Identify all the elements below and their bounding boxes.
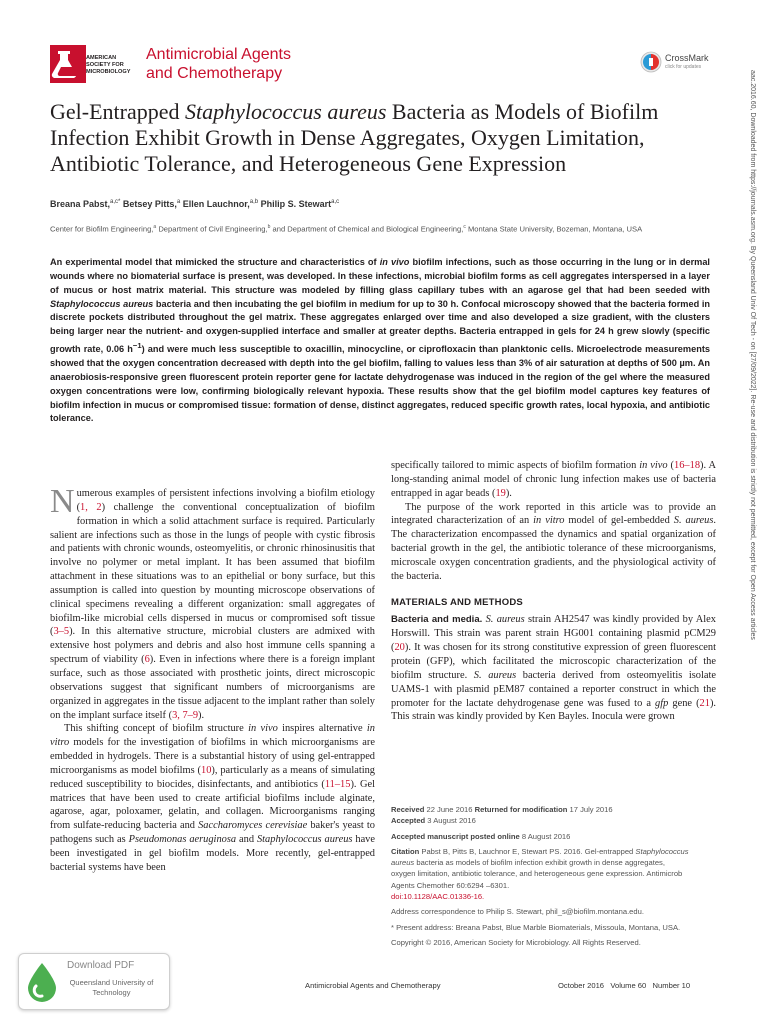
text: This shifting concept of biofilm structure [64,723,249,735]
italic-text: in vivo [639,460,668,471]
text: specifically tailored to mimic aspects of biofilm formation [391,460,640,471]
italic-text: in vitro [50,723,376,749]
italic-text: gfp [655,697,669,709]
droplet-download-icon [25,962,59,1002]
crossmark-badge[interactable] [640,51,720,75]
intro-paragraph-3 [391,459,716,501]
society-line-1: AMERICAN [86,55,117,61]
abstract-text: bacteria and then incubating the gel biofilm in medium for up to 30 h. Confocal microscopy showed that the bacteria formed in discrete pockets distributed throughout the gel matrix. These aggregates enlarged over time and also developed a size gradient, with the clusters being larger near the nutrient- and oxygen-supplied interface and smaller at greater depths. Bacteria entrapped in gels for 24 h grew slowly (specific growth rate, 0.06 h [50,298,711,355]
affil-c: and Department of Chemical and Biological Engineering, [270,224,464,234]
reference-link[interactable]: 19 [495,487,506,499]
author-list [50,199,339,209]
text: and [236,834,257,846]
reference-link[interactable]: 3, 7–9 [172,709,199,721]
title-part1: Gel-Entrapped [50,99,185,124]
author-name: Breana Pabst, [50,199,111,209]
footer-journal: Antimicrobial Agents and Chemotherapy [305,981,441,990]
body-column-left [50,483,376,875]
text: inspires alternative [277,723,367,735]
online-date [391,831,691,842]
italic-text: S. aureus [673,515,714,527]
affil-b: Department of Civil Engineering, [156,224,268,234]
text: The purpose of the work reported in this article was to provide an integrated characterization of an [391,501,716,527]
intro-paragraph-2 [50,722,375,874]
article-info-box [391,804,691,952]
reference-link[interactable]: 1, 2 [80,501,102,513]
italic-text: in vitro [533,515,565,527]
text: ). Even in infections where there is a foreign implant surface, such as those associated with prosthetic joints, direct microscopic observations suggest that significant numbers of microorganisms are organized in aggregates in the tissue adjacent to the implant rather than solely on the implant surface itself ( [50,654,375,721]
author-sup: a [176,199,181,205]
society-line-2: SOCIETY FOR [86,62,124,68]
doi-link[interactable]: doi:10.1128/AAC.01336-16. [391,892,485,902]
value: bacteria as models of biofilm infection exhibit growth in dense aggregates, oxygen limitation, antibiotic tolerance, and heterogeneous gene expression. Antimicrob Agents Chemother 60:6294 –6301. [391,858,683,890]
text: ). It was chosen for its strong constitutive expression of green fluorescent protein (GFP), which facilitated the microscopic characterization of the biofilm structure. [391,642,716,681]
reference-link[interactable]: 16–18 [674,460,701,471]
text: umerous examples of persistent infections involving a biofilm etiology ( [76,488,375,513]
value: 17 July 2016 [567,805,613,814]
footer-issue: October 2016 Volume 60 Number 10 [558,981,691,990]
society-line-3: MICROBIOLOGY [86,69,131,75]
journal-name-line2: and Chemotherapy [146,65,283,82]
italic-text: Staphylococcus aureus [256,834,353,846]
label: Accepted manuscript posted online [391,831,520,841]
italic-text: S. aureus [473,669,517,681]
text: models for the investigation of biofilms in which microorganisms are embedded in hydrogels. There is a substantial history of using gel-entrapped microorganisms as model biofilms ( [50,737,375,776]
text: ), particularly as a means of simulating reduced susceptibility to biocides, disinfectants, and antibiotics ( [50,764,375,790]
text: ). [198,709,205,721]
text: gene ( [668,697,700,709]
value: Pabst B, Pitts B, Lauchnor E, Stewart PS. 2016. Gel-entrapped [419,846,636,856]
title-part2: Bacteria as Models of Biofilm Infection Exhibit Growth in Dense Aggregates, Oxygen Limitation, Antibiotic Tolerance, and Heterogeneous Gene Expression [50,99,659,176]
side-download-notice [742,70,762,790]
history-dates [391,804,691,827]
section-heading: MATERIALS AND METHODS [391,596,523,608]
text: ). This strain was kindly provided by Ken Bayles. Inocula were grown [391,697,716,723]
text: baker's yeast to pathogens such as [50,820,376,846]
text: have been investigated in gel biofilm models. More recently, gel-entrapped bacterial systems have been [50,834,375,873]
author-name: Ellen Lauchnor, [180,199,250,209]
affiliations: Center for Biofilm Engineering,$^a$ Department of Civil Engineering,$^b$ and Department of Chemical and Biological Engineering,$^c$ Montana State University, Bozeman, Montana, USA [50,224,643,234]
title-italic: Staphylococcus aureus [185,99,387,124]
value: 3 August 2016 [425,816,476,826]
label: Accepted [391,816,426,826]
journal-name[interactable] [146,45,291,83]
abstract-text: An experimental model that mimicked the structure and characteristics of [50,257,380,267]
author-sup: a,b [249,199,259,205]
reference-link[interactable]: 21 [699,697,710,709]
italic-text: Saccharomyces cerevisiae [198,820,308,832]
text: ). Gel matrices that have been used to create artificial biofilms include alginate, agarose, agar, poloxamer, gelatin, and collagen. Microorganisms ranging from sulfate-reducing bacteria and [50,778,375,832]
text: strain AH2547 was kindly provided by Alex Horswill. This strain was parent strain HG001 containing plasmid pCM29 ( [391,614,716,654]
reference-link[interactable]: 20 [394,642,405,654]
drop-cap: N [50,483,75,520]
institution-name: Queensland University of Technology [69,978,154,997]
present-address: * Present address: Breana Pabst, Blue Marble Biomaterials, Missoula, Montana, USA. [391,922,681,932]
text: bacteria derived from osteomyelitis isolate UAMS-1 with plasmid pEM87 contained a reporter construct in which the promoter for the lactate dehydrogenase gene was fused to a [391,669,716,709]
copyright: Copyright © 2016, American Society for Microbiology. All Rights Reserved. [391,937,641,947]
abstract-sup: −1 [132,341,142,351]
reference-link[interactable]: 6 [144,654,150,666]
crossmark-icon [640,51,662,73]
correspondence: Address correspondence to Philip S. Stewart, phil_s@biofilm.montana.edu. [391,907,644,917]
abstract-text: biofilm infections, such as those occurring in the lung or in dermal wounds where no biomaterial surface is present, was developed. In these infections, microbial biofilm forms as cell aggregates interspersed in a layer of mucus or host matrix material. This structure was modeled by filling glass capillary tubes with an agarose gel that had been seeded with [50,257,710,295]
abstract [50,256,710,426]
download-label: Download PDF [67,960,135,971]
abstract-italic: Staphylococcus aureus [50,298,154,309]
label: Citation [391,846,420,856]
author-sup: a,c* [110,199,121,205]
text: ) challenge the conventional conceptualization of biofilm formation in which a solid attachment surface is required. Particularly salient are infections such as those in the lungs of people with cystic fibrosis and patients with chronic wounds, osteomyelitis, or chronic rhinosinusitis that involve no polymer or metal implant. It has been assumed that biofilm attachment in these situations was to an epithelial or bony surface, but this assumption is called into question by mounting microscope observations of clinical specimens revealing a different organization: small aggregates of biofilm-like microbial cells dispersed in mucus or compromised soft tissue ( [50,501,375,638]
society-name [86,55,130,76]
body-column-right [391,459,716,724]
asm-logo [50,45,86,83]
italic-text: Staphylococcus aureus [391,846,689,868]
italic-text: S. aureus [485,614,525,626]
text: ( [667,460,675,471]
text: ). A long-standing animal model of chronic lung infection makes use of bacteria entrapped in agar beads ( [391,460,716,499]
article-title [50,99,730,177]
label: Received [391,805,425,814]
side-download-text: aac.2016.60, Downloaded from https://journals.asm.org. By Queensland Univ Of Tech - on [27/09/2022]. Re-use and distribution is strictly not permitted, except for Open Access articles [749,70,756,640]
reference-link[interactable]: 3–5 [53,626,70,638]
intro-paragraph-4 [391,501,716,584]
author-name: Philip S. Stewart [258,199,332,209]
value: 8 August 2016 [519,831,571,841]
journal-name-line1: Antimicrobial Agents [146,46,291,63]
italic-text: in vivo [248,723,278,735]
value: 22 June 2016 [424,805,475,814]
download-pdf-button[interactable] [18,953,170,1010]
citation [391,846,691,902]
label: Returned for modification [474,805,568,814]
crossmark-label: CrossMark [665,53,709,63]
abstract-italic: in vivo [379,257,410,267]
affil-a: Center for Biofilm Engineering, [50,224,154,234]
subheading: Bacteria and media. [391,614,483,626]
abstract-text: ) and were much less susceptible to oxacillin, minocycline, or ciprofloxacin than planktonic cells. Microelectrode measurements showed that the oxygen concentration decreased with depth into the gel biofilm, falling to values less than 3% of air saturation at depths of 500 µm. An anaerobiosis-responsive green fluorescent protein reporter gene for lactate dehydrogenase was induced in the region of the gel where the measured oxygen concentrations were low, confirming biologically relevant hypoxia. These results show that the gel biofilm model captures key features of biofilm infection in mucus or compromised tissue: formation of dense, distinct aggregates, reduced specific growth rates, local hypoxia, and antibiotic tolerance. [50,344,710,424]
affil-d: Montana State University, Bozeman, Montana, USA [465,224,643,234]
intro-paragraph-1 [50,483,375,722]
crossmark-sub: click for updates [665,64,702,70]
methods-paragraph-1 [391,613,716,724]
text: ). [505,487,512,499]
reference-link[interactable]: 11–15 [324,778,351,790]
text: model of gel-embedded [564,515,674,527]
author-sup: a,c [331,199,340,205]
italic-text: Pseudomonas aeruginosa [128,834,237,846]
reference-link[interactable]: 10 [201,764,212,776]
text: . The characterization encompassed the dynamics and spatial organization of bacterial growth in the gel, the antibiotic tolerance of these microorganisms, microscale oxygen concentration gradients, and the physiological activity of the bacteria. [391,515,717,582]
text: ). In this alternative structure, microbial clusters are admixed with extensive host polymers and debris and also host immune cells spanning a spectrum of viability ( [50,626,375,666]
author-name: Betsey Pitts, [120,199,177,209]
